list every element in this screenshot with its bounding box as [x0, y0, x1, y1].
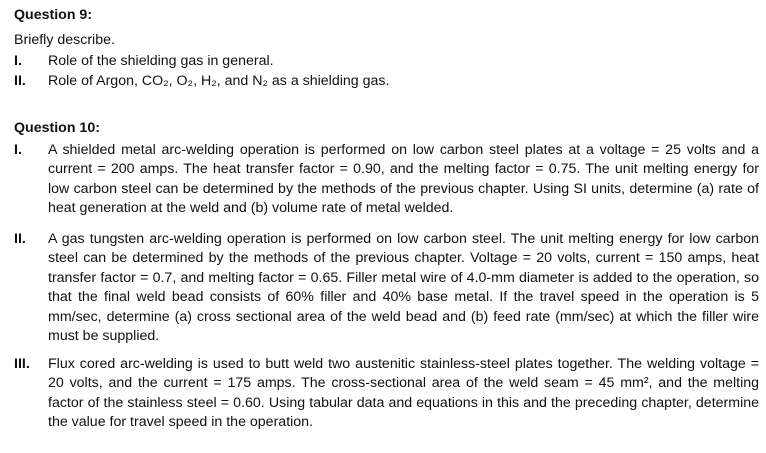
- item-text: Role of Argon, CO₂, O₂, H₂, and N₂ as a shielding gas.: [48, 73, 390, 89]
- question-10-item-3: [14, 355, 759, 433]
- item-number: I.: [14, 142, 22, 158]
- item-text: A gas tungsten arc-welding operation is performed on low carbon steel. The unit melting energy for low carbon steel can be determined by the methods of the previous chapter. Voltage = 20 volts, current = 150 amps, heat transfer factor = 0.7, and melting factor = 0.65. Filler metal wire of 4.0-mm diameter is added to the operation, so that the final weld bead consists of 60% filler and 40% base metal. If the travel speed in the operation is 5 mm/sec, determine (a) cross sectional area of the weld bead and (b) feed rate (mm/sec) at which the filler wire must be supplied.: [48, 231, 759, 345]
- question-9-intro: Briefly describe.: [14, 32, 115, 48]
- question-9-item-1: [14, 52, 759, 71]
- question-9-heading: Question 9:: [14, 7, 93, 23]
- question-10-item-2: [14, 230, 759, 346]
- item-text: A shielded metal arc-welding operation is performed on low carbon steel plates at a voltage = 25 volts and a current = 200 amps. The heat transfer factor = 0.90, and the melting factor = 0.75. The unit melting energy for low carbon steel can be determined by the methods of the previous chapter. Using SI units, determine (a) rate of heat generation at the weld and (b) volume rate of metal welded.: [48, 142, 759, 217]
- question-9-item-2: [14, 72, 759, 91]
- question-10-item-1: [14, 141, 759, 219]
- item-number: I.: [14, 53, 22, 69]
- item-number: III.: [14, 356, 30, 372]
- item-text: Role of the shielding gas in general.: [48, 53, 274, 69]
- item-number: II.: [14, 231, 26, 247]
- question-10-heading: Question 10:: [14, 120, 100, 136]
- item-text: Flux cored arc-welding is used to butt weld two austenitic stainless-steel plates together. The welding voltage = 20 volts, and the current = 175 amps. The cross-sectional area of the weld seam = 45 mm², and the melting factor of the stainless steel = 0.60. Using tabular data and equations in this and the preceding chapter, determine the value for travel speed in the operation.: [48, 356, 759, 431]
- item-number: II.: [14, 73, 26, 89]
